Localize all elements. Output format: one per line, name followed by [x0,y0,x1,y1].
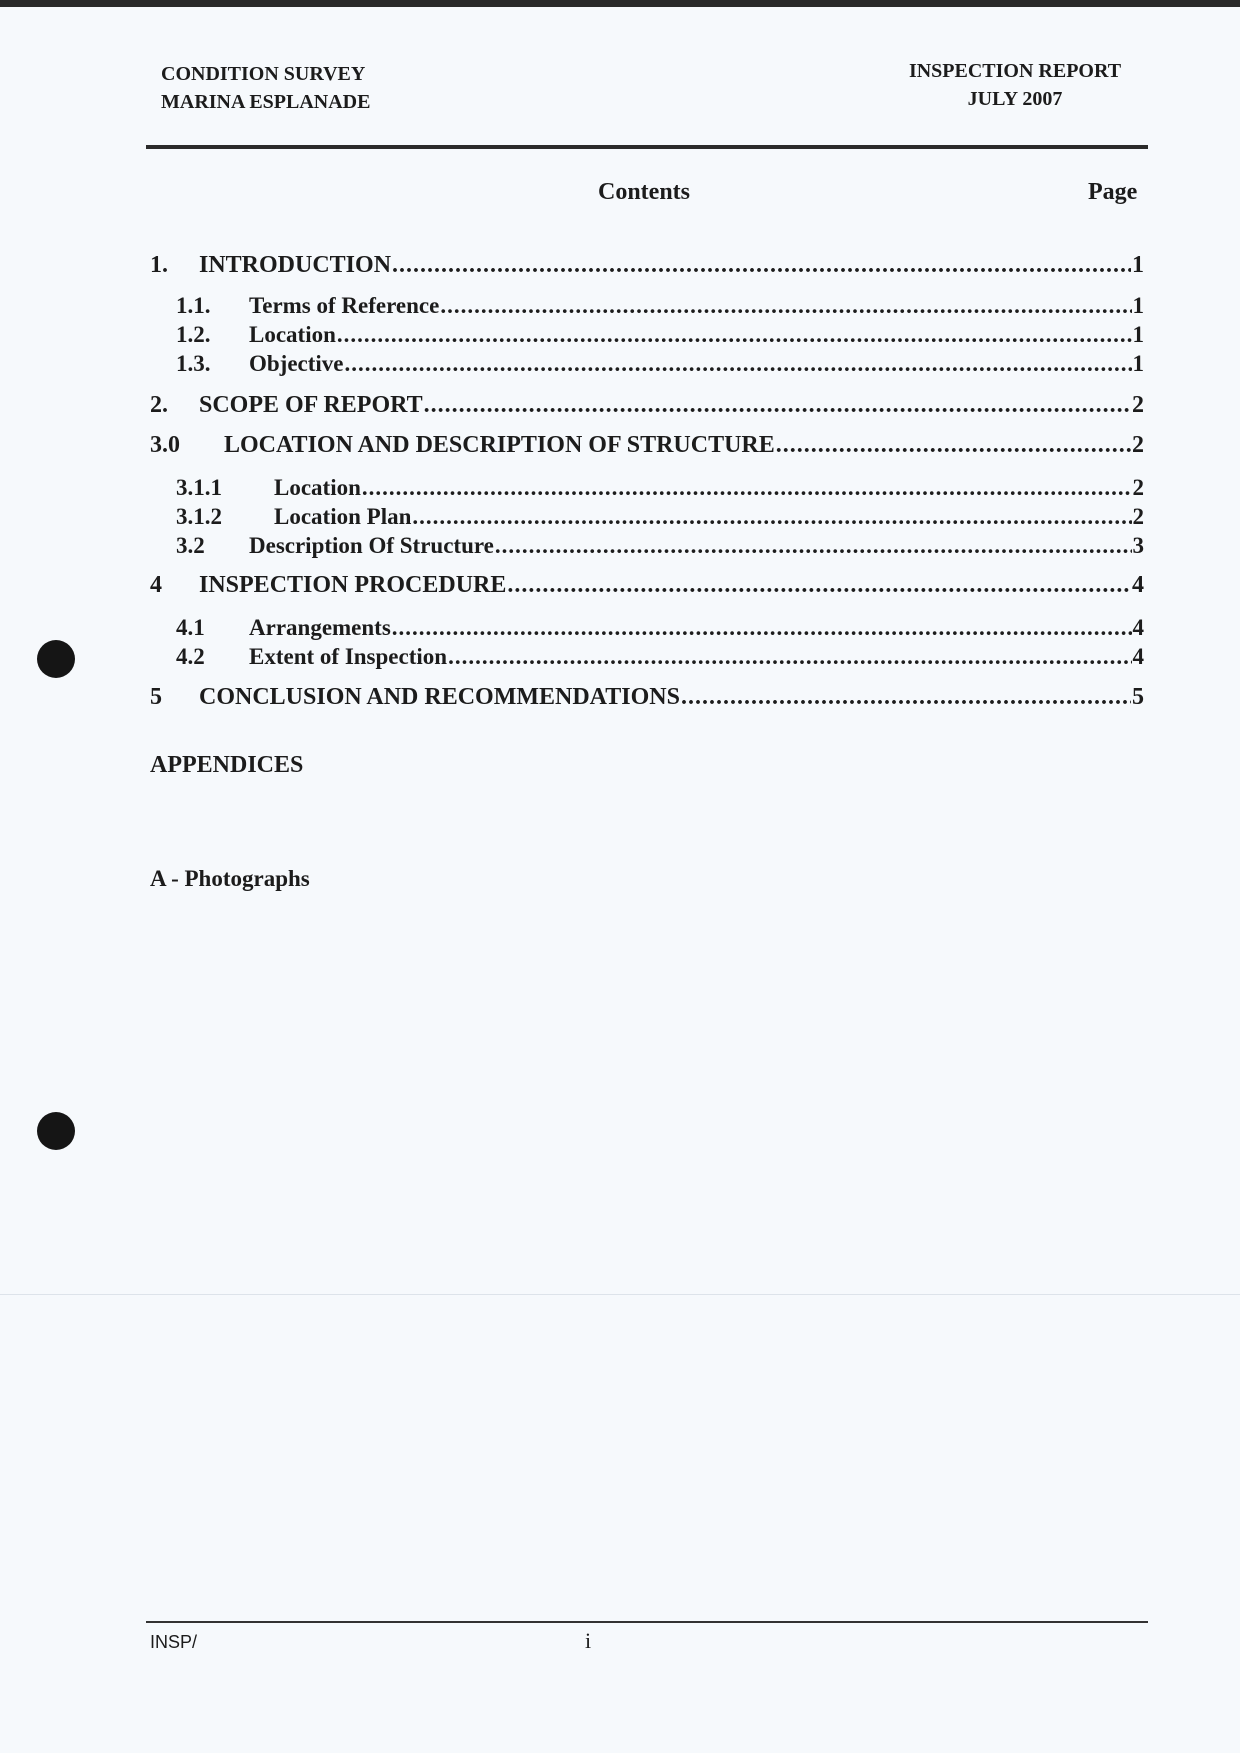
contents-heading: Contents [598,179,691,205]
scan-fold-line [0,1294,1240,1295]
toc-entry-title: INTRODUCTION [199,252,392,278]
toc-dot-leader [440,293,1131,319]
scan-top-edge [0,0,1240,7]
toc-entry-title: Location Plan [274,504,412,529]
header-right [895,57,1135,113]
toc-entry-page: 4 [1132,615,1144,640]
appendices-heading: APPENDICES [150,752,304,778]
toc-entry[interactable] [176,293,1144,319]
toc-entry-title: CONCLUSION AND RECOMMENDATIONS [199,684,680,710]
toc-entry-page: 2 [1132,432,1144,458]
toc-entry-title: Arrangements [249,615,391,640]
footer-reference: INSP/ [150,1632,198,1652]
toc-entry-title: Location [249,322,336,347]
toc-entry-number: 3.1.1 [176,475,222,500]
toc-dot-leader [776,432,1131,459]
toc-entry[interactable] [176,615,1144,641]
toc-entry-page: 2 [1132,504,1144,529]
toc-entry-number: 1.2. [176,322,211,347]
toc-entry-page: 2 [1132,475,1144,500]
toc-entry-number: 3.2 [176,533,205,558]
toc-entry-number: 4.1 [176,615,205,640]
toc-entry-number: 1.1. [176,293,211,318]
toc-entry-title: LOCATION AND DESCRIPTION OF STRUCTURE [224,432,775,458]
header-rule [146,145,1148,149]
toc-entry-title: Objective [249,351,344,376]
toc-entry-title: Extent of Inspection [249,644,448,669]
toc-entry-page: 5 [1132,684,1144,710]
punch-hole [37,1112,75,1150]
toc-dot-leader [681,684,1131,711]
toc-entry-title: INSPECTION PROCEDURE [199,572,507,598]
toc-entry-page: 3 [1132,533,1144,558]
toc-entry[interactable] [150,392,1144,419]
toc-dot-leader [345,351,1132,377]
footer-rule [146,1621,1148,1623]
toc-dot-leader [507,572,1131,599]
toc-dot-leader [448,644,1131,670]
toc-entry-number: 2. [150,392,168,418]
toc-entry[interactable] [176,644,1144,670]
footer-page-number: i [585,1628,592,1653]
toc-dot-leader [424,392,1131,419]
toc-entry-number: 5 [150,684,162,710]
toc-entry-title: Terms of Reference [249,293,440,318]
toc-entry-number: 3.1.2 [176,504,222,529]
toc-entry-title: SCOPE OF REPORT [199,392,423,418]
toc-entry-number: 3.0 [150,432,180,458]
header-report-date: JULY 2007 [967,88,1063,110]
toc-entry[interactable] [150,684,1144,711]
header-project-title: CONDITION SURVEY [161,63,366,85]
toc-entry-page: 1 [1132,322,1144,347]
page-column-heading: Page [1088,179,1138,205]
toc-entry-number: 4 [150,572,162,598]
punch-hole [37,640,75,678]
toc-entry-page: 2 [1132,392,1144,418]
toc-entry-title: Description Of Structure [249,533,494,558]
toc-entry-number: 4.2 [176,644,205,669]
toc-entry[interactable] [176,351,1144,377]
toc-entry-page: 4 [1132,572,1144,598]
toc-entry[interactable] [176,504,1144,530]
toc-entry-number: 1. [150,252,168,278]
toc-dot-leader [392,615,1132,641]
toc-dot-leader [495,533,1132,559]
header-project-location: MARINA ESPLANADE [161,91,371,113]
toc-entry-number: 1.3. [176,351,211,376]
appendix-item[interactable]: A - Photographs [150,866,310,891]
toc-dot-leader [337,322,1132,348]
header-left [161,60,370,116]
toc-entry[interactable] [176,475,1144,501]
toc-dot-leader [412,504,1131,530]
toc-entry[interactable] [176,322,1144,348]
toc-entry-title: Location [274,475,361,500]
toc-entry[interactable] [150,432,1144,459]
header-report-type: INSPECTION REPORT [908,60,1122,82]
toc-entry-page: 1 [1132,351,1144,376]
toc-entry[interactable] [176,533,1144,559]
toc-entry[interactable] [150,252,1144,279]
toc-entry[interactable] [150,572,1144,599]
toc-entry-page: 1 [1132,293,1144,318]
toc-entry-page: 1 [1132,252,1144,278]
toc-dot-leader [362,475,1132,501]
toc-dot-leader [392,252,1131,279]
toc-entry-page: 4 [1132,644,1144,669]
